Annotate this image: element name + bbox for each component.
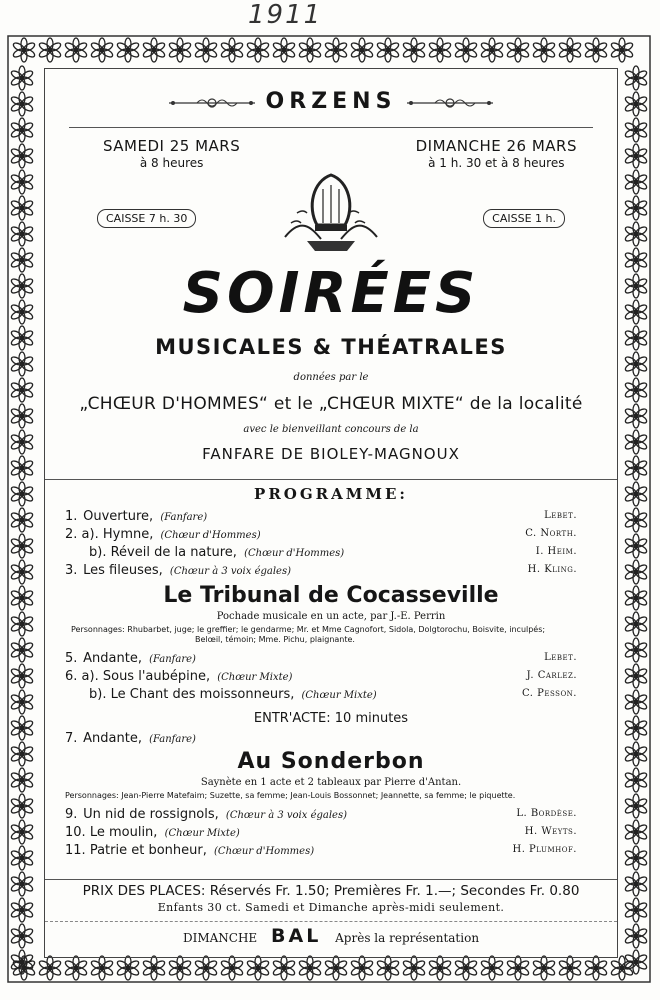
border-flower-icon: [194, 38, 218, 62]
border-flower-icon: [376, 956, 400, 980]
border-flower-icon: [624, 118, 648, 142]
divider: [45, 879, 617, 880]
play-characters: Personnages: Rhubarbet, juge; le greffier; le gendarme; Mr. et Mme Cagnofort, Sidola, Dolgtorochu, Boisvite, inculpés;: [71, 625, 546, 634]
sunday-box-office: CAISSE 1 h.: [483, 209, 565, 228]
border-flower-icon: [10, 534, 34, 558]
play-title-sonderbon: Au Sonderbon: [237, 749, 425, 774]
border-flower-icon: [10, 274, 34, 298]
border-flower-icon: [10, 300, 34, 324]
border-flower-icon: [624, 248, 648, 272]
border-flower-icon: [324, 38, 348, 62]
poster-subtitle: MUSICALES & THÉATRALES: [155, 335, 507, 359]
border-flower-icon: [168, 38, 192, 62]
border-flower-icon: [558, 956, 582, 980]
play-characters: Belœil, témoin; Mme. Pichu, plaignante.: [195, 635, 355, 644]
children-prices: Enfants 30 ct. Samedi et Dimanche après-midi seulement.: [157, 901, 505, 914]
border-flower-icon: [624, 898, 648, 922]
border-flower-icon: [324, 956, 348, 980]
border-flower-icon: [624, 612, 648, 636]
border-flower-icon: [480, 38, 504, 62]
programme-heading: PROGRAMME:: [254, 485, 408, 503]
ticket-prices: PRIX DES PLACES: Réservés Fr. 1.50; Premières Fr. 1.—; Secondes Fr. 0.80: [82, 883, 580, 899]
programme-item: b). Le Chant des moissonneurs, (Chœur Mixte) C. Pesson.: [89, 687, 577, 702]
border-flower-icon: [272, 38, 296, 62]
programme-item: 7. Andante, (Fanfare): [65, 731, 196, 746]
border-flower-icon: [10, 196, 34, 220]
ball-day: DIMANCHE: [182, 931, 258, 945]
border-flower-icon: [298, 38, 322, 62]
ball-title: BAL: [271, 925, 322, 947]
border-flower-icon: [624, 690, 648, 714]
programme-item: 5. Andante, (Fanfare) Lebet.: [65, 651, 577, 666]
border-flower-icon: [168, 956, 192, 980]
border-flower-icon: [624, 508, 648, 532]
border-flower-icon: [624, 378, 648, 402]
border-flower-icon: [624, 872, 648, 896]
composer: I. Heim.: [535, 546, 577, 557]
border-flower-icon: [624, 404, 648, 428]
handwritten-year-note: 1911: [248, 0, 323, 30]
border-flower-icon: [10, 612, 34, 636]
border-flower-icon: [624, 144, 648, 168]
ball-announcement: [45, 925, 617, 947]
border-flower-icon: [624, 638, 648, 662]
border-flower-icon: [220, 956, 244, 980]
border-flower-icon: [624, 352, 648, 376]
border-flower-icon: [624, 560, 648, 584]
choirs-line: „CHŒUR D'HOMMES“ et le „CHŒUR MIXTE“ de la localité: [79, 394, 583, 414]
sunday-day: DIMANCHE 26 MARS: [415, 137, 577, 155]
divider: [45, 479, 617, 480]
divider: [45, 921, 617, 922]
border-flower-icon: [38, 956, 62, 980]
border-flower-icon: [10, 924, 34, 948]
play-title-tribunal: Le Tribunal de Cocasseville: [163, 583, 499, 608]
border-flower-icon: [624, 794, 648, 818]
border-flower-icon: [10, 664, 34, 688]
border-flower-icon: [10, 846, 34, 870]
border-flower-icon: [610, 38, 634, 62]
border-flower-icon: [194, 956, 218, 980]
poster-body: [44, 68, 618, 958]
border-flower-icon: [10, 66, 34, 90]
ball-note: Après la représentation: [335, 931, 480, 945]
border-flower-icon: [246, 956, 270, 980]
border-flower-icon: [402, 956, 426, 980]
border-flower-icon: [10, 508, 34, 532]
border-flower-icon: [10, 794, 34, 818]
lyre-emblem-icon: [277, 167, 385, 257]
sunday-date: [416, 137, 577, 170]
border-flower-icon: [506, 956, 530, 980]
border-flower-icon: [10, 144, 34, 168]
border-flower-icon: [116, 956, 140, 980]
border-flower-icon: [558, 38, 582, 62]
border-flower-icon: [624, 742, 648, 766]
border-flower-icon: [624, 430, 648, 454]
sunday-time: à 1 h. 30 et à 8 heures: [428, 156, 565, 170]
programme-item: 11. Patrie et bonheur, (Chœur d'Hommes) H. Plumhof.: [65, 843, 577, 858]
fanfare-name: FANFARE DE BIOLEY-MAGNOUX: [202, 445, 460, 463]
border-flower-icon: [64, 38, 88, 62]
border-flower-icon: [10, 326, 34, 350]
programme-item: 1. Ouverture, (Fanfare) Lebet.: [65, 509, 577, 524]
border-flower-icon: [10, 248, 34, 272]
border-flower-icon: [454, 956, 478, 980]
border-flower-icon: [90, 38, 114, 62]
composer: L. Bordèse.: [516, 808, 577, 819]
border-flower-icon: [624, 456, 648, 480]
border-flower-icon: [142, 956, 166, 980]
border-flower-icon: [350, 956, 374, 980]
programme-item: 9. Un nid de rossignols, (Chœur à 3 voix égales) L. Bordèse.: [65, 807, 577, 822]
border-flower-icon: [220, 38, 244, 62]
border-flower-icon: [624, 326, 648, 350]
programme-item: 2. a). Hymne, (Chœur d'Hommes) C. North.: [65, 527, 577, 542]
intermission: ENTR'ACTE: 10 minutes: [253, 711, 409, 726]
composer: Lebet.: [544, 652, 577, 663]
border-flower-icon: [10, 378, 34, 402]
programme-item: 3. Les fileuses, (Chœur à 3 voix égales) H. Kling.: [65, 563, 577, 578]
border-flower-icon: [624, 66, 648, 90]
saturday-day: SAMEDI 25 MARS: [103, 137, 241, 155]
border-flower-icon: [624, 92, 648, 116]
right-scroll-ornament: [405, 95, 495, 111]
border-flower-icon: [10, 560, 34, 584]
border-flower-icon: [624, 170, 648, 194]
composer: C. Pesson.: [521, 688, 577, 699]
border-flower-icon: [402, 38, 426, 62]
with-help-text: avec le bienveillant concours de la: [243, 424, 419, 435]
border-flower-icon: [10, 482, 34, 506]
border-flower-icon: [624, 820, 648, 844]
border-flower-icon: [624, 768, 648, 792]
border-flower-icon: [10, 586, 34, 610]
border-flower-icon: [10, 768, 34, 792]
border-flower-icon: [10, 352, 34, 376]
border-flower-icon: [624, 716, 648, 740]
border-flower-icon: [10, 638, 34, 662]
border-flower-icon: [246, 38, 270, 62]
border-flower-icon: [10, 222, 34, 246]
composer: Lebet.: [544, 510, 577, 521]
saturday-box-office: CAISSE 7 h. 30: [97, 209, 196, 228]
composer: H. Kling.: [527, 564, 577, 575]
border-flower-icon: [584, 38, 608, 62]
border-flower-icon: [10, 872, 34, 896]
composer: J. Carlez.: [526, 670, 577, 681]
play-description: Pochade musicale en un acte, par J.-E. Perrin: [216, 611, 446, 622]
given-by-text: données par le: [293, 372, 369, 383]
border-flower-icon: [454, 38, 478, 62]
border-flower-icon: [376, 38, 400, 62]
border-flower-icon: [624, 534, 648, 558]
border-flower-icon: [624, 222, 648, 246]
border-flower-icon: [624, 586, 648, 610]
border-flower-icon: [624, 482, 648, 506]
programme-item: 10. Le moulin, (Chœur Mixte) H. Weyts.: [65, 825, 577, 840]
border-flower-icon: [532, 38, 556, 62]
border-flower-icon: [10, 716, 34, 740]
composer: H. Weyts.: [524, 826, 577, 837]
border-flower-icon: [624, 196, 648, 220]
border-flower-icon: [624, 300, 648, 324]
divider: [69, 127, 593, 128]
border-flower-icon: [532, 956, 556, 980]
poster-title: SOIRÉES: [182, 261, 480, 326]
play-description: Saynète en 1 acte et 2 tableaux par Pierre d'Antan.: [200, 777, 462, 788]
border-flower-icon: [10, 118, 34, 142]
border-flower-icon: [428, 956, 452, 980]
border-flower-icon: [142, 38, 166, 62]
programme-item: 6. a). Sous l'aubépine, (Chœur Mixte) J. Carlez.: [65, 669, 577, 684]
border-flower-icon: [10, 898, 34, 922]
town-name: ORZENS: [265, 89, 397, 114]
border-flower-icon: [10, 170, 34, 194]
border-flower-icon: [624, 274, 648, 298]
border-flower-icon: [350, 38, 374, 62]
border-flower-icon: [10, 404, 34, 428]
border-flower-icon: [624, 924, 648, 948]
border-flower-icon: [10, 430, 34, 454]
border-flower-icon: [116, 38, 140, 62]
play-characters: Personnages: Jean-Pierre Matefaim; Suzette, sa femme; Jean-Louis Bossonnet; Jeannette, sa femme; le piquette.: [65, 791, 516, 800]
border-flower-icon: [10, 690, 34, 714]
border-flower-icon: [584, 956, 608, 980]
border-flower-icon: [64, 956, 88, 980]
border-flower-icon: [624, 846, 648, 870]
border-flower-icon: [480, 956, 504, 980]
border-flower-icon: [38, 38, 62, 62]
border-flower-icon: [10, 742, 34, 766]
saturday-date: [103, 137, 240, 170]
composer: C. North.: [525, 528, 577, 539]
border-flower-icon: [12, 38, 36, 62]
border-flower-icon: [272, 956, 296, 980]
border-flower-icon: [90, 956, 114, 980]
border-flower-icon: [298, 956, 322, 980]
border-flower-icon: [428, 38, 452, 62]
border-flower-icon: [10, 456, 34, 480]
border-flower-icon: [10, 820, 34, 844]
saturday-time: à 8 heures: [139, 156, 204, 170]
programme-item: b). Réveil de la nature, (Chœur d'Hommes) I. Heim.: [89, 545, 577, 560]
border-flower-icon: [624, 664, 648, 688]
border-flower-icon: [10, 92, 34, 116]
border-flower-icon: [506, 38, 530, 62]
composer: H. Plumhof.: [512, 844, 577, 855]
